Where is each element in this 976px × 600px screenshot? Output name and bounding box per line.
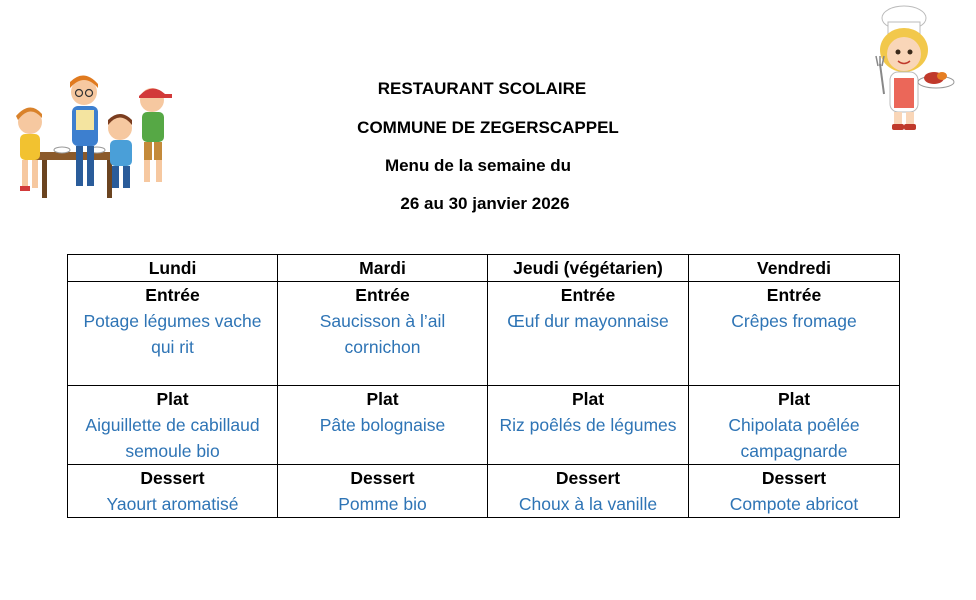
dessert-cell-thursday <box>488 465 689 518</box>
entree-row <box>68 282 900 386</box>
header-title: RESTAURANT SCOLAIRE <box>377 79 587 98</box>
entree-cell-thursday <box>488 282 689 386</box>
plat-cell-tuesday <box>278 386 488 465</box>
plat-row <box>68 386 900 465</box>
plat-title: Plat <box>156 389 189 409</box>
dessert-dish-tuesday: Pomme bio <box>338 494 427 514</box>
dessert-row <box>68 465 900 518</box>
day-header-thursday: Jeudi (végétarien) <box>488 255 689 282</box>
dessert-title: Dessert <box>761 468 827 488</box>
entree-title: Entrée <box>145 285 200 305</box>
entree-title: Entrée <box>355 285 410 305</box>
dessert-cell-tuesday <box>278 465 488 518</box>
day-header-row <box>68 255 900 282</box>
header-date-range: 26 au 30 janvier 2026 <box>400 194 570 213</box>
dessert-title: Dessert <box>350 468 415 488</box>
entree-dish-friday: Crêpes fromage <box>731 311 857 331</box>
entree-title: Entrée <box>766 285 822 305</box>
plat-cell-thursday <box>488 386 689 465</box>
plat-dish-tuesday: Pâte bolognaise <box>319 415 446 435</box>
chef-girl-illustration <box>862 4 962 134</box>
entree-dish-monday: Potage légumes vache qui rit <box>83 311 262 357</box>
dessert-dish-thursday: Choux à la vanille <box>518 494 658 514</box>
plat-dish-monday: Aiguillette de cabillaud semoule bio <box>85 415 260 461</box>
plat-dish-thursday: Riz poêlés de légumes <box>499 415 677 435</box>
dessert-title: Dessert <box>555 468 621 488</box>
dessert-dish-friday: Compote abricot <box>729 494 859 514</box>
plat-cell-friday <box>689 386 900 465</box>
entree-title: Entrée <box>560 285 616 305</box>
plat-dish-friday: Chipolata poêlée campagnarde <box>728 415 860 461</box>
menu-table <box>67 254 900 518</box>
plat-cell-monday <box>68 386 278 465</box>
entree-cell-friday <box>689 282 900 386</box>
entree-cell-monday <box>68 282 278 386</box>
dessert-dish-monday: Yaourt aromatisé <box>106 494 239 514</box>
entree-dish-tuesday: Saucisson à l’ail cornichon <box>319 311 446 357</box>
plat-title: Plat <box>571 389 605 409</box>
dessert-title: Dessert <box>140 468 205 488</box>
plat-title: Plat <box>366 389 399 409</box>
dessert-cell-monday <box>68 465 278 518</box>
header-menu-label: Menu de la semaine du <box>384 156 572 175</box>
header-commune: COMMUNE DE ZEGERSCAPPEL <box>357 118 619 137</box>
day-header-monday: Lundi <box>68 255 278 282</box>
entree-cell-tuesday <box>278 282 488 386</box>
day-header-friday: Vendredi <box>689 255 900 282</box>
day-header-tuesday: Mardi <box>278 255 488 282</box>
plat-title: Plat <box>777 389 811 409</box>
dessert-cell-friday <box>689 465 900 518</box>
entree-dish-thursday: Œuf dur mayonnaise <box>507 311 669 331</box>
